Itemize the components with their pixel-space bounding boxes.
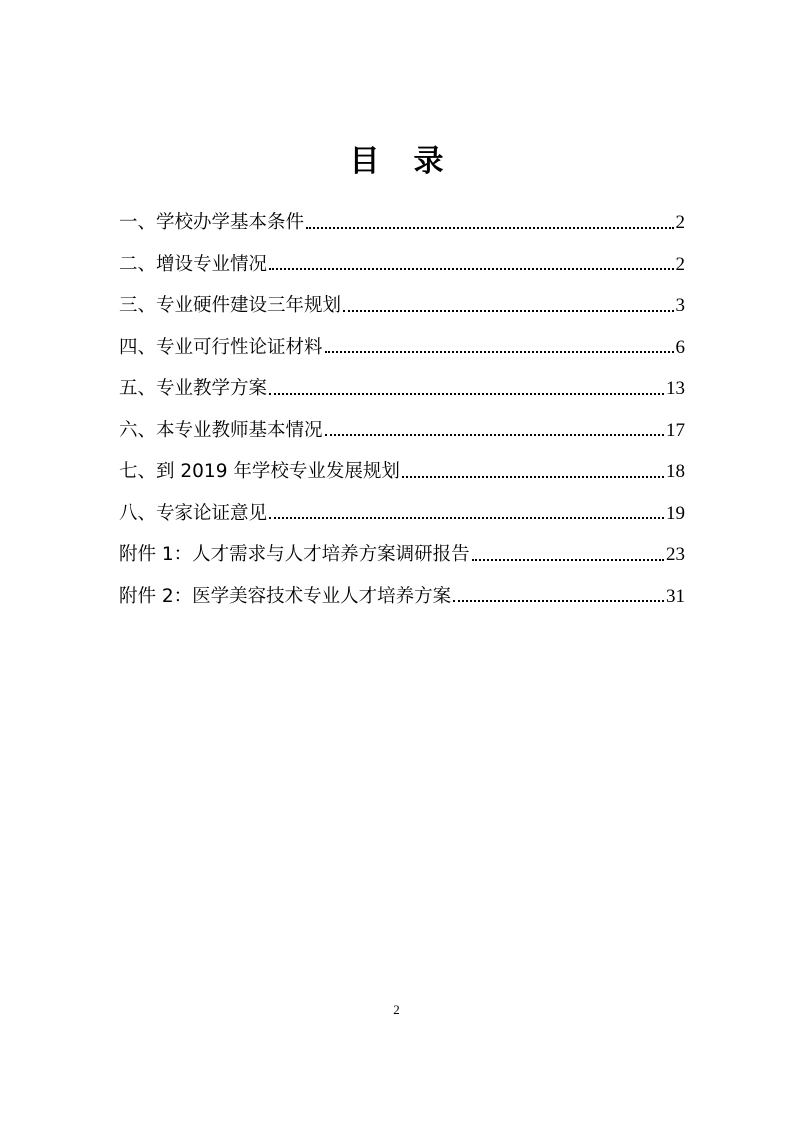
toc-entry-page: 31 [666,585,685,607]
toc-entry-page: 2 [675,212,685,233]
toc-leader-dots [325,351,674,353]
toc-entry-label: 二、增设专业情况 [119,253,268,275]
toc-leader-dots [306,227,673,229]
toc-entry[interactable] [119,534,685,576]
toc-entry-label: 五、专业教学方案 [119,378,268,399]
toc-entry[interactable] [119,451,685,493]
toc-entry-label: 七、到 2019 年学校专业发展规划 [119,461,400,482]
toc-entry-page: 19 [666,502,685,524]
toc-entry-label: 六、本专业教师基本情况 [119,419,323,441]
toc-title: 目录 [349,144,478,179]
toc-entry-page: 6 [675,336,685,358]
toc-entry-label: 四、专业可行性论证材料 [119,336,323,358]
toc-leader-dots [269,517,664,519]
page-number: 2 [393,1002,400,1017]
toc-entry-page: 23 [666,544,685,565]
toc-leader-dots [402,476,664,478]
toc-entry-page: 3 [675,295,685,316]
toc-entry-page: 17 [666,419,685,441]
toc-entry[interactable] [119,244,685,286]
toc-entry-page: 18 [666,461,685,482]
toc-entry-page: 2 [675,253,685,275]
toc-leader-dots [269,393,664,395]
toc-leader-dots [472,559,664,561]
table-of-contents [119,202,685,617]
toc-entry[interactable] [119,368,685,410]
toc-entry-label: 一、学校办学基本条件 [119,212,305,233]
toc-leader-dots [325,434,664,436]
toc-leader-dots [343,310,673,312]
toc-entry-page: 13 [666,378,685,399]
toc-leader-dots [269,268,673,270]
toc-entry[interactable] [119,493,685,535]
toc-entry[interactable] [119,285,685,327]
toc-entry-label: 八、专家论证意见 [119,502,268,524]
toc-entry-label: 三、专业硬件建设三年规划 [119,295,342,316]
toc-entry-label: 附件 1：人才需求与人才培养方案调研报告 [119,544,470,565]
toc-leader-dots [453,600,664,602]
toc-entry-label: 附件 2：医学美容技术专业人才培养方案 [119,585,452,607]
toc-entry[interactable] [119,327,685,369]
toc-entry[interactable] [119,202,685,244]
toc-entry[interactable] [119,576,685,618]
toc-entry[interactable] [119,410,685,452]
